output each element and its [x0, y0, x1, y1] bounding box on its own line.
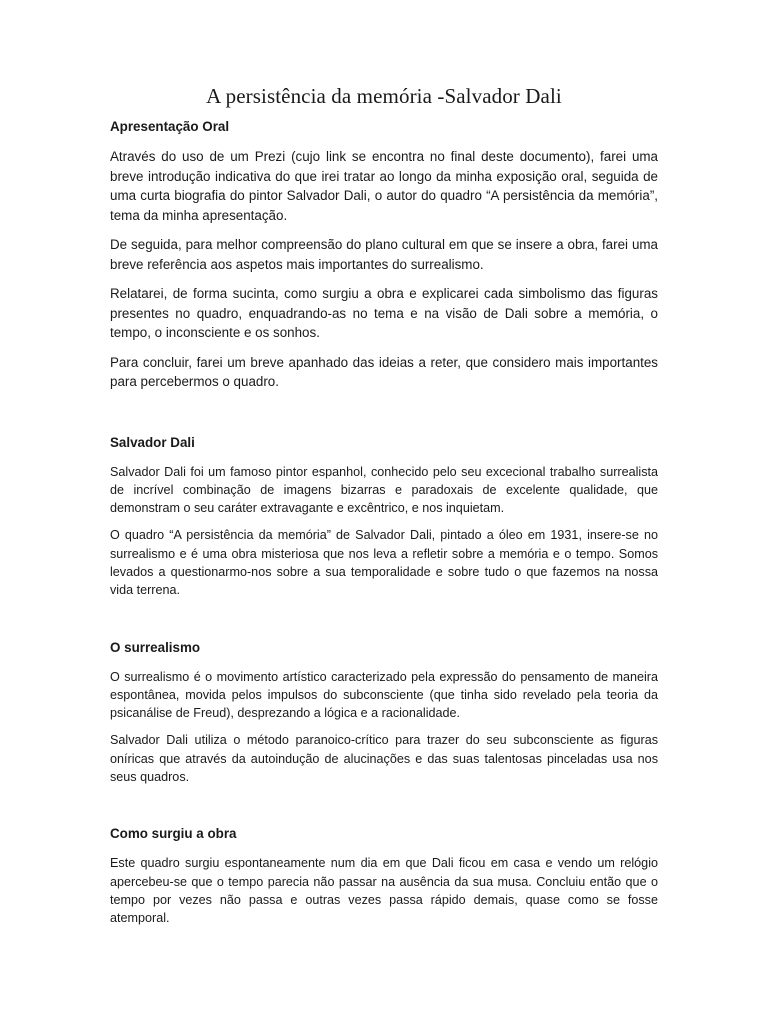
paragraph: Para concluir, farei um breve apanhado das ideias a reter, que considero mais importantes para percebermos o quadro.: [110, 354, 658, 389]
section-heading: Salvador Dali: [110, 434, 195, 450]
section-spacer: [110, 795, 658, 825]
document-page: [110, 84, 658, 937]
section-salvador-dali: [110, 434, 658, 600]
section-heading: Como surgiu a obra: [110, 826, 237, 842]
paragraph: Este quadro surgiu espontaneamente num dia em que Dali ficou em casa e vendo um relógio apercebeu-se que o tempo parecia não passar na ausência da sua musa. Concluiu então que o tempo por vezes não passa e outras vezes passa rápido demais, quase como se fosse atemporal.: [110, 856, 658, 926]
section-spacer: [110, 402, 658, 434]
paragraph: Salvador Dali utiliza o método paranoico-crítico para trazer do seu subconsciente as figuras oníricas que através da autoindução de alucinações e das suas talentosas pinceladas usa nos seus quadros.: [110, 733, 658, 785]
section-apresentacao-oral: [110, 118, 658, 392]
section-heading: O surrealismo: [110, 639, 201, 655]
paragraph: O quadro “A persistência da memória” de Salvador Dali, pintado a óleo em 1931, insere-se no surrealismo e é uma obra misteriosa que nos leva a refletir sobre a memória e o tempo. Somos levados a questionarmo-nos sobre a sua temporalidade e sobre tudo o que fazemos na nossa vida terrena.: [110, 528, 658, 598]
paragraph: Salvador Dali foi um famoso pintor espanhol, conhecido pelo seu excecional trabalho surrealista de incrível combinação de imagens bizarras e paradoxais de excelente qualidade, que demonstram o seu caráter extravagante e excêntrico, e nos inquietam.: [110, 464, 658, 516]
section-spacer: [110, 609, 658, 639]
paragraph: Através do uso de um Prezi (cujo link se encontra no final deste documento), farei uma breve introdução indicativa do que irei tratar ao longo da minha exposição oral, seguida de uma curta biografia do pintor Salvador Dali, o autor do quadro “A persistência da memória”, tema da minha apresentação.: [110, 149, 658, 223]
section-surrealismo: [110, 639, 658, 787]
paragraph: De seguida, para melhor compreensão do plano cultural em que se insere a obra, farei uma breve referência aos aspetos mais importantes do surrealismo.: [110, 237, 658, 272]
section-como-surgiu-a-obra: [110, 825, 658, 927]
document-title: A persistência da memória -Salvador Dali: [206, 84, 562, 108]
paragraph: O surrealismo é o movimento artístico caracterizado pela expressão do pensamento de maneira espontânea, movida pelos impulsos do subconsciente (que tinha sido revelado pela teoria da psicanálise de Freud), desprezando a lógica e a racionalidade.: [110, 669, 658, 721]
paragraph: Relatarei, de forma sucinta, como surgiu a obra e explicarei cada simbolismo das figuras presentes no quadro, enquadrando-as no tema e na visão de Dali sobre a memória, o tempo, o inconsciente e os sonhos.: [110, 286, 658, 340]
section-heading: Apresentação Oral: [110, 119, 230, 134]
